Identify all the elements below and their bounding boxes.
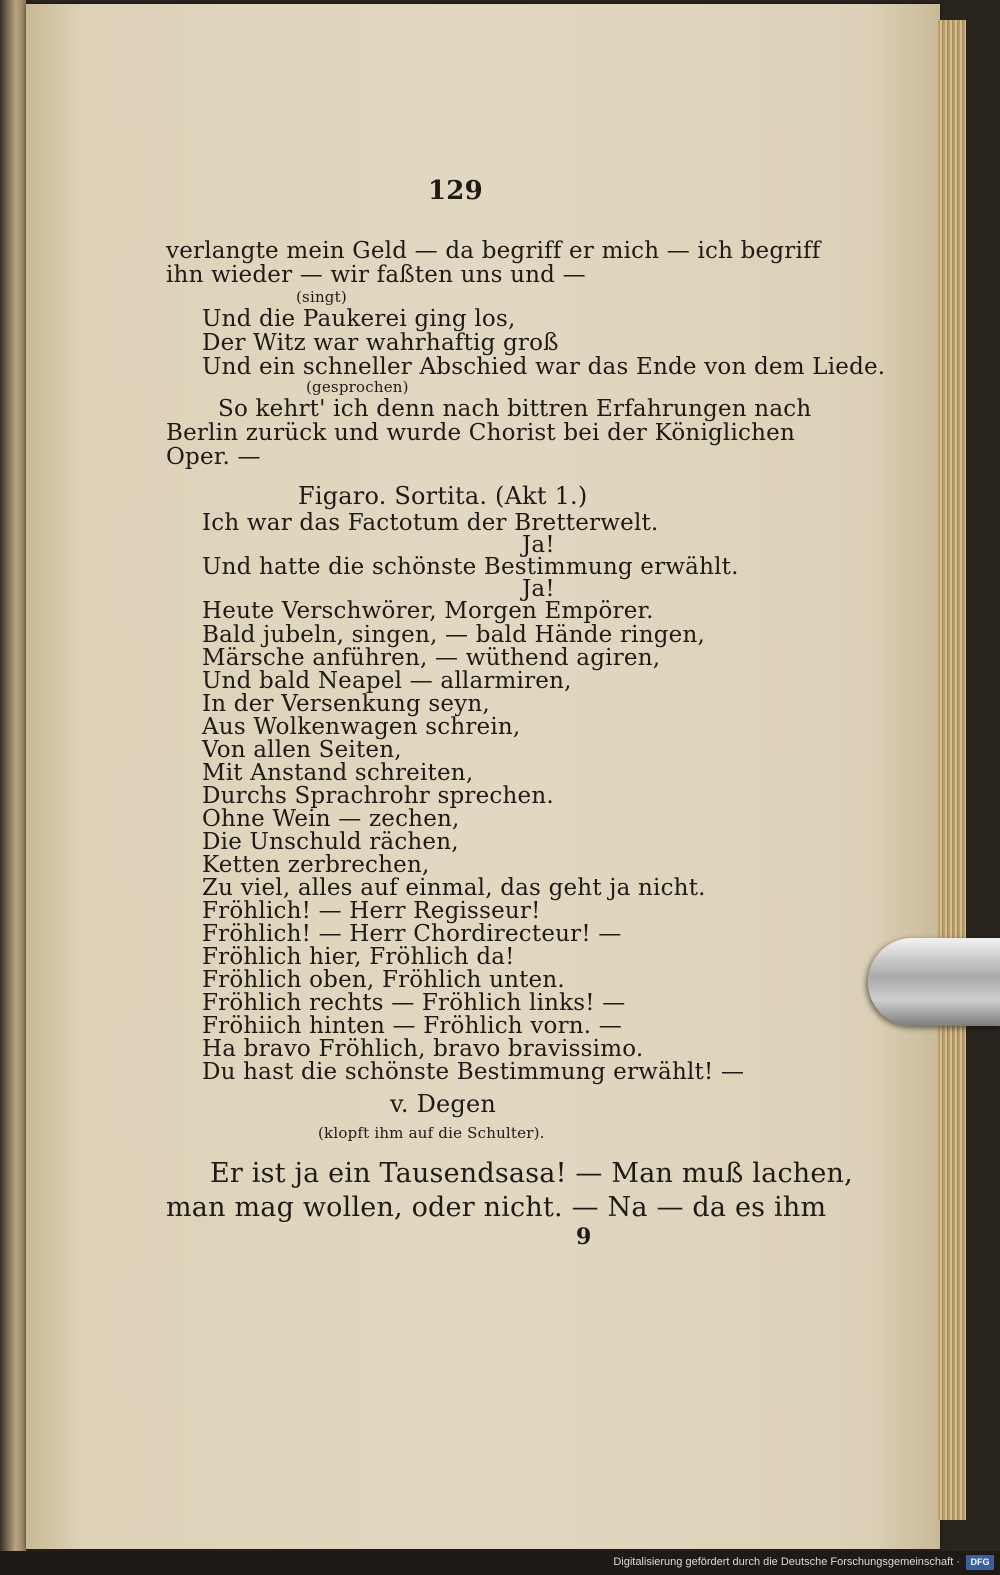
verse-line: Märsche anführen, — wüthend agiren, — [202, 645, 661, 671]
verse-line: Ohne Wein — zechen, — [202, 806, 460, 832]
page-number: 129 — [428, 176, 483, 206]
verse-line: Mit Anstand schreiten, — [202, 760, 474, 786]
verse-line: Fröhlich hier, Fröhlich da! — [202, 944, 515, 970]
verse-line: Ja! — [522, 532, 555, 558]
verse-line: Fröhiich hinten — Fröhlich vorn. — — [202, 1013, 623, 1039]
text-line: verlangte mein Geld — da begriff er mich — ich begriff — [166, 238, 821, 264]
stage-direction: (gesprochen) — [306, 378, 409, 396]
verse-line: Aus Wolkenwagen schrein, — [202, 714, 521, 740]
text-line: Der Witz war wahrhaftig groß — [202, 330, 559, 356]
verse-line: Heute Verschwörer, Morgen Empörer. — [202, 598, 654, 624]
text-line: ihn wieder — wir faßten uns und — — [166, 262, 586, 288]
text-line: Berlin zurück und wurde Chorist bei der Königlichen — [166, 420, 795, 446]
verse-line: Die Unschuld rächen, — [202, 829, 459, 855]
verse-line: Fröhlich oben, Fröhlich unten. — [202, 967, 565, 993]
text-line: Oper. — — [166, 444, 261, 470]
verse-line: Ich war das Factotum der Bretterwelt. — [202, 510, 659, 536]
verse-line: Fröhlich rechts — Fröhlich links! — — [202, 990, 626, 1016]
verse-line: Von allen Seiten, — [202, 737, 402, 763]
verse-line: Ha bravo Fröhlich, bravo bravissimo. — [202, 1036, 644, 1062]
page-clip — [868, 938, 1000, 1026]
footer-credit: Digitalisierung gefördert durch die Deutsche Forschungsgemeinschaft · — [613, 1556, 960, 1568]
stage-direction: (singt) — [296, 288, 347, 306]
text-line: Er ist ja ein Tausendsasa! — Man muß lachen, — [210, 1158, 853, 1189]
text-line: Und ein schneller Abschied war das Ende von dem Liede. — [202, 354, 886, 380]
verse-line: Ketten zerbrechen, — [202, 852, 430, 878]
verse-line: Fröhlich! — Herr Regisseur! — [202, 898, 541, 924]
stage-direction: (klopft ihm auf die Schulter). — [318, 1124, 545, 1142]
verse-line: In der Versenkung seyn, — [202, 691, 490, 717]
verse-line: Du hast die schönste Bestimmung erwählt! — — [202, 1059, 745, 1085]
verse-line: Ja! — [522, 576, 555, 602]
verse-line: Und hatte die schönste Bestimmung erwählt. — [202, 554, 739, 580]
footer-bar — [0, 1551, 1000, 1575]
text-line: man mag wollen, oder nicht. — Na — da es ihm — [166, 1192, 827, 1223]
verse-line: Bald jubeln, singen, — bald Hände ringen, — [202, 622, 706, 648]
text-line: So kehrt' ich denn nach bittren Erfahrungen nach — [218, 396, 812, 422]
verse-line: Und bald Neapel — allarmiren, — [202, 668, 572, 694]
text-line: Und die Paukerei ging los, — [202, 306, 516, 332]
song-heading: Figaro. Sortita. (Akt 1.) — [298, 482, 588, 510]
dfg-logo: DFG — [966, 1555, 994, 1570]
verse-line: Durchs Sprachrohr sprechen. — [202, 783, 554, 809]
verse-line: Zu viel, alles auf einmal, das geht ja nicht. — [202, 875, 706, 901]
speaker-name: v. Degen — [390, 1090, 497, 1118]
verse-line: Fröhlich! — Herr Chordirecteur! — — [202, 921, 622, 947]
signature-mark: 9 — [576, 1224, 592, 1250]
